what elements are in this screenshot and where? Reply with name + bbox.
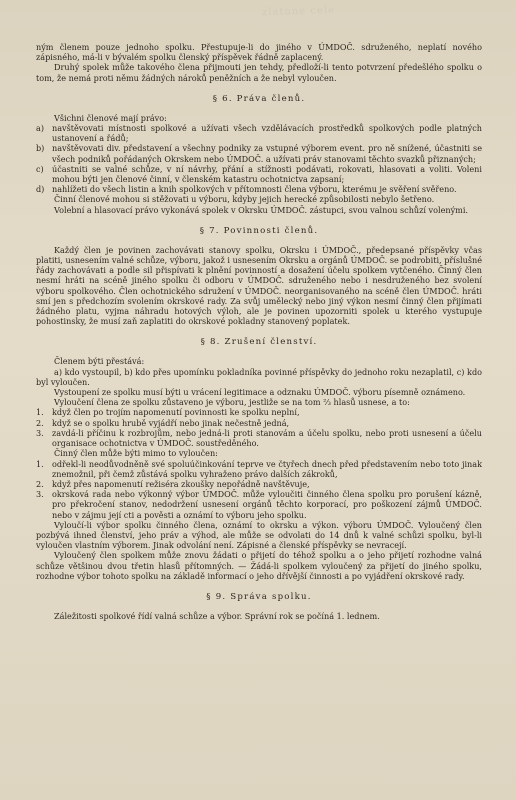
paragraph-rights-intro: Všichni členové mají právo: [54,112,167,123]
list-item: 1. když člen po trojím napomenutí povinnosti ke spolku neplní, [36,407,300,418]
paragraph-active-members-complaints: Činní členové mohou si stěžovati u výboru, kdyby jejich herecké způsobilosti nebylo šetřeno. [54,194,435,205]
list-item: 3. okrsková rada nebo výkonný výbor ÚMDOČ. může vyloučiti činného člena spolku pro porušení kázně, pro překročení stanov, nedodržení usnesení orgánů těchto korporací, pro poškození zájmů ÚMDOČ. nebo v zájmu její cti a pověsti a oznámí to výboru jeho spolku. [36,489,482,520]
paragraph-second-association: Druhý spolek může takového člena přijmouti jen tehdy, předloží-li tento potvrzení předešlého spolku o tom, že nemá proti němu žádných nároků peněžních a že nebyl vyloučen. [36,62,482,83]
list-item: 1. odřekl-li neodůvodněně své spoluúčinkování teprve ve čtyřech dnech před představením nebo toto jinak znemožnil, při čemž zůstává spolku vyhraženo právo dalších zákroků, [36,458,482,479]
list-item: d) nahlížeti do všech listin a knih spolkových v přítomnosti člena výboru, kterému je svěření svěřeno. [36,184,457,195]
paragraph-active-member-expulsion: Činný člen může býti mimo to vyloučen: [54,448,218,459]
paragraph-voting-rights: Volební a hlasovací právo vykonává spolek v Okrsku ÚMDOČ. zástupci, svou valnou schůzí volenými. [54,204,469,215]
paragraph-administration: Záležitosti spolkové řídí valná schůze a výbor. Správní rok se počíná 1. lednem. [54,610,380,621]
paragraph-expulsion-rule: Vyloučení člena ze spolku zůstaveno je výboru, jestliže se na tom ⅔ hlasů usnese, a to: [54,397,410,408]
list-item: c) účastniti se valné schůze, v ní návrhy, přání a stížnosti podávati, rokovati, hlasovati a voliti. Voleni mohou býti jen členové činní, v členském katastru ochotnictva zapsaní; [36,163,482,185]
paragraph-termination-intro: Členem býti přestává: [54,356,145,367]
list-item: 3. zavdá-li příčinu k rozbrojům, nebo jedná-li proti stanovám a účelu spolku, nebo proti usnesení a účelu organisace ochotnictva v ÚMDOČ. soustředěného. [36,427,482,449]
paragraph-expulsion-appeal: Vyloučí-li výbor spolku činného člena, oznámí to okrsku a výkon. výboru ÚMDOČ. Vyloučený člen pozbývá ihned členství, jeho práv a výhod, ale může se odvolati do 14 dnů k valné schůzi spolku, byl-li vyloučen vlastním výborem. Jinak odvolání není. Zápisné a členské příspěvky se nevracejí. [36,519,482,551]
paragraph-withdrawal-notice: Vystoupení ze spolku musí býti u vrácení legitimace a odznaku ÚMDOČ. výboru písemně oznámeno. [54,387,466,398]
list-item: b) navštěvovati div. představení a všechny podniky za vstupné výborem event. pro ně snížené, účastniti se všech podniků pořádaných Okrskem nebo ÚMDOČ. a užívati práv stanovami těchto svazků přiznaných; [36,143,482,164]
list-item: 2. když se o spolku hrubě vyjádří nebo jinak nečestně jedná, [36,417,290,428]
section-heading-8: § 8. Zrušení členství. [200,337,318,348]
paragraph-readmission: Vyloučený člen spolkem může znovu žádati o přijetí do téhož spolku a o jeho přijetí rozhodne valná schůze většinou dvou třetin hlasů přítomných. — Žádá-li spolkem vyloučený za přijetí do jiného spolku, rozhodne výbor tohoto spolku na základě informací o jeho dřívější činnosti a po vyjádření okrskové rady. [36,550,482,581]
paragraph-membership-transfer: ným členem pouze jednoho spolku. Přestupuje-li do jiného v ÚMDOČ. sdruženého, neplatí nového zápisného, má-li v bývalém spolku členský příspěvek řádně zaplacený. [36,42,482,63]
list-item: a) navštěvovati místnosti spolkové a užívati všech vzdělávacích prostředků spolkových podle platných ustanovení a řádů; [36,123,482,144]
section-heading-6: § 6. Práva členů. [212,93,306,104]
paragraph-termination-reasons: a) kdo vystoupil, b) kdo přes upomínku pokladníka povinné příspěvky do jednoho roku nezaplatil, c) kdo byl vyloučen. [36,366,482,387]
list-item: 2. když přes napomenutí režiséra zkoušky nepořádně navštěvuje, [36,478,310,489]
section-heading-7: § 7. Povinnosti členů. [199,225,319,236]
header-stamp: zlatnne cele [261,4,336,19]
paragraph-member-duties: Každý člen je povinen zachovávati stanovy spolku, Okrsku i ÚMDOČ., předepsané příspěvky včas platiti, usnesením valné schůze, výboru, jakož i usnesením Okrsku a orgánů ÚMDOČ. se podrobiti, příslušné řády zachovávati a podle sil přispívati k plnění povinností a dosažení účelu spolkem vytčeného. Činný člen nesmí hráti na scéně jiného spolku či odboru v ÚMDOČ. sdruženého nebo i nesdruženého bez svolení výboru spolkového. Člen ochotnického sdružení v ÚMDOČ. neorganisovaného na scéně člen ÚMDOČ. hráti smí jen s předchozím svolením okrskové rady. Za svůj umělecký nebo jiný výkon nesmí činný člen přijímati žádného platu, vyjma náhradu hotových výloh, ale je povinen upozorniti spolek u kterého vystupuje pohostinsky, že musí zaň zaplatiti do okrskové pokladny stanovený poplatek. [36,244,482,327]
section-heading-9: § 9. Správa spolku. [206,591,312,602]
